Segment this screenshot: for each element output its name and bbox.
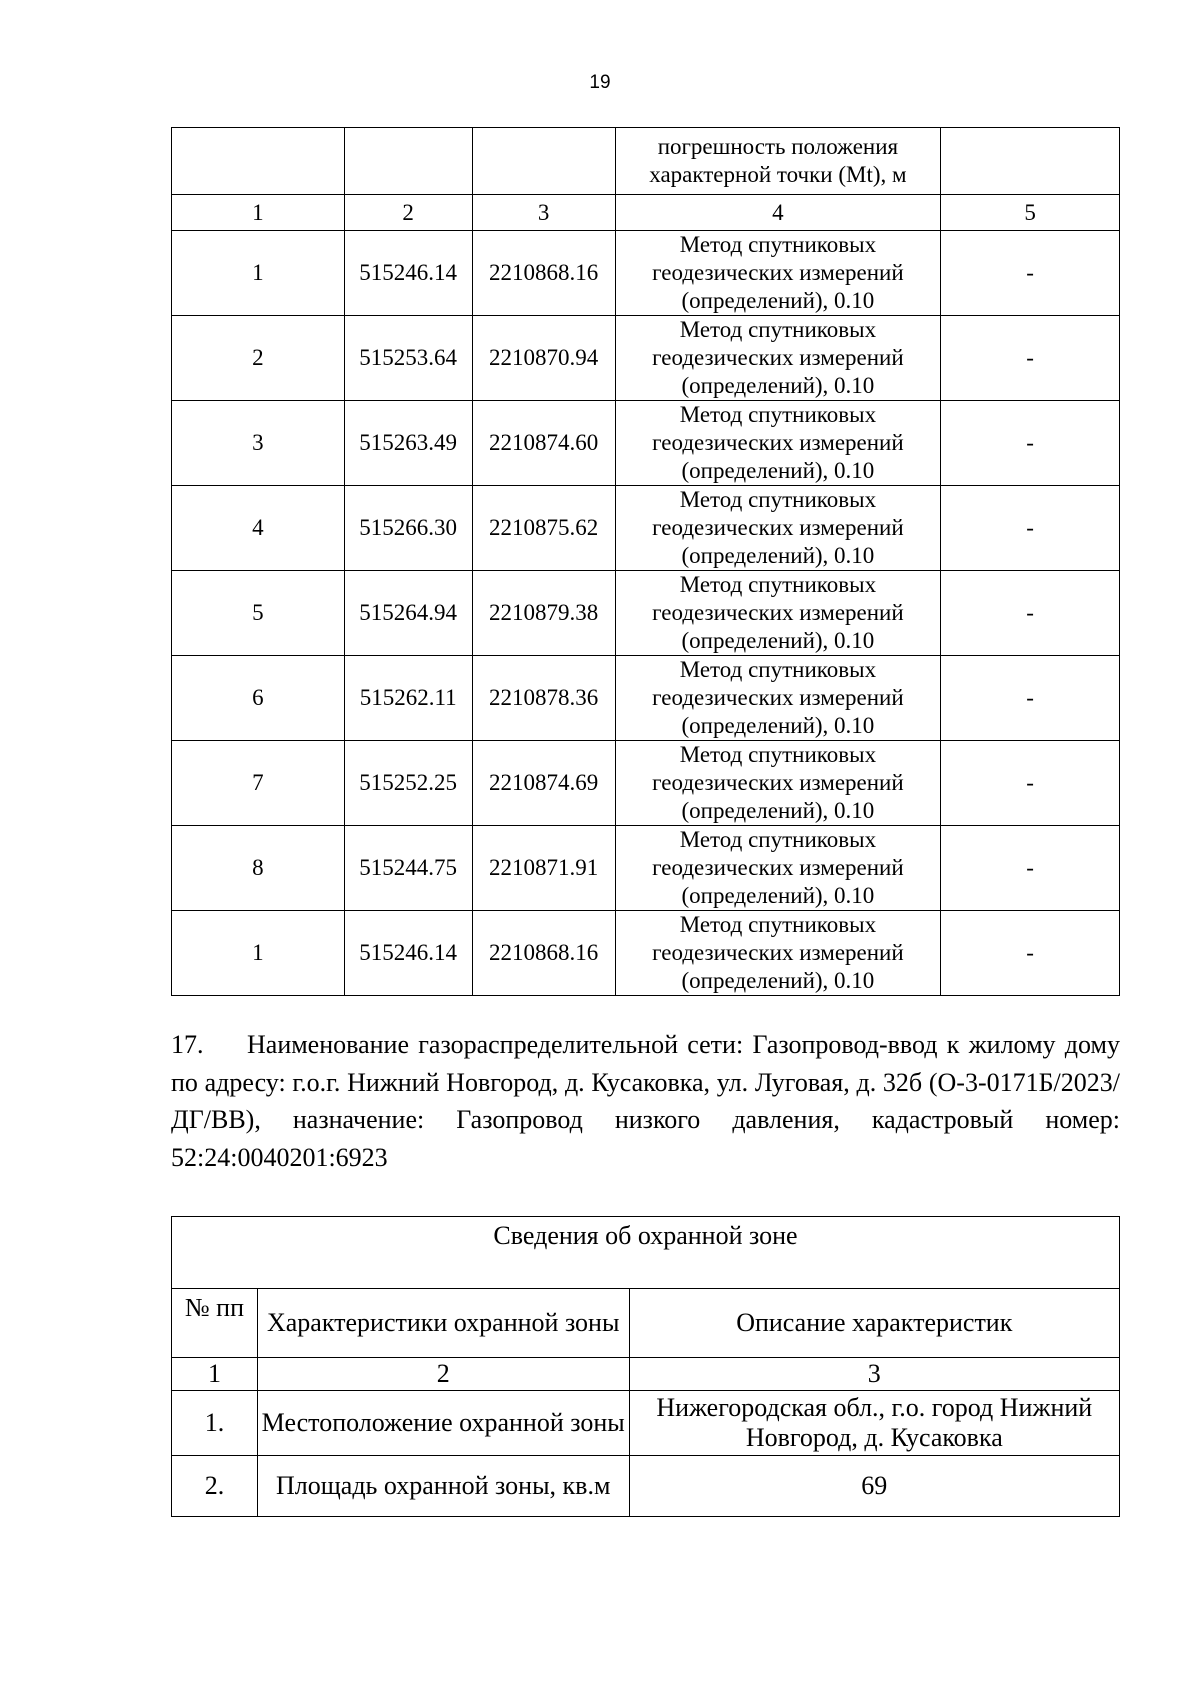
y-coordinate-cell: 2210875.62: [472, 486, 615, 571]
point-number-cell: 8: [172, 826, 345, 911]
y-coordinate-cell: 2210879.38: [472, 571, 615, 656]
page-number: 19: [589, 72, 611, 93]
header-cell-empty: [172, 128, 345, 195]
table-row: [172, 316, 1120, 401]
x-coordinate-cell: 515264.94: [344, 571, 472, 656]
coordinates-table: [171, 127, 1120, 996]
zone-header-characteristic: Характеристики охранной зоны: [257, 1289, 629, 1358]
zone-row-description: 69: [629, 1456, 1119, 1517]
column-number: 4: [615, 195, 941, 231]
protection-zone-table: [171, 1216, 1120, 1517]
table-row: [172, 826, 1120, 911]
header-cell-accuracy: погрешность положения характерной точки (Mt), м: [615, 128, 941, 195]
point-number-cell: 6: [172, 656, 345, 741]
point-number-cell: 2: [172, 316, 345, 401]
header-cell-empty: [472, 128, 615, 195]
column-number-row: [172, 195, 1120, 231]
note-cell: -: [941, 911, 1120, 996]
point-number-cell: 1: [172, 231, 345, 316]
column-number: 5: [941, 195, 1120, 231]
method-cell: Метод спутниковых геодезических измерений (определений), 0.10: [615, 316, 941, 401]
point-number-cell: 5: [172, 571, 345, 656]
column-number: 1: [172, 1358, 258, 1391]
note-cell: -: [941, 401, 1120, 486]
method-cell: Метод спутниковых геодезических измерений (определений), 0.10: [615, 656, 941, 741]
x-coordinate-cell: 515263.49: [344, 401, 472, 486]
note-cell: -: [941, 826, 1120, 911]
table-row: [172, 231, 1120, 316]
note-cell: -: [941, 486, 1120, 571]
zone-header-number: № пп: [172, 1289, 258, 1358]
zone-row-number: 2.: [172, 1456, 258, 1517]
point-number-cell: 4: [172, 486, 345, 571]
column-number: 1: [172, 195, 345, 231]
method-cell: Метод спутниковых геодезических измерений (определений), 0.10: [615, 231, 941, 316]
y-coordinate-cell: 2210870.94: [472, 316, 615, 401]
zone-header-row: [172, 1289, 1120, 1358]
column-number: 3: [629, 1358, 1119, 1391]
y-coordinate-cell: 2210868.16: [472, 231, 615, 316]
method-cell: Метод спутниковых геодезических измерений (определений), 0.10: [615, 571, 941, 656]
table-row: [172, 911, 1120, 996]
x-coordinate-cell: 515246.14: [344, 911, 472, 996]
header-cell-empty: [941, 128, 1120, 195]
table-header-row: [172, 128, 1120, 195]
header-cell-empty: [344, 128, 472, 195]
x-coordinate-cell: 515253.64: [344, 316, 472, 401]
note-cell: -: [941, 571, 1120, 656]
zone-row: [172, 1391, 1120, 1456]
table-row: [172, 401, 1120, 486]
y-coordinate-cell: 2210874.60: [472, 401, 615, 486]
section-text: Наименование газораспределительной сети: Газопровод-ввод к жилому дому по адресу: г.о.г. Нижний Новгород, д. Кусаковка, ул. Луговая, д. 32б (О-3-0171Б/2023/ДГ/ВВ), назначение: Газопровод низкого давления, кадастровый номер: 52:24:0040201:6923: [171, 1030, 1120, 1172]
table-row: [172, 741, 1120, 826]
table-row: [172, 571, 1120, 656]
zone-row-number: 1.: [172, 1391, 258, 1456]
x-coordinate-cell: 515246.14: [344, 231, 472, 316]
section-paragraph: [171, 1026, 1120, 1176]
table-row: [172, 656, 1120, 741]
note-cell: -: [941, 741, 1120, 826]
note-cell: -: [941, 316, 1120, 401]
zone-column-number-row: [172, 1358, 1120, 1391]
point-number-cell: 1: [172, 911, 345, 996]
x-coordinate-cell: 515266.30: [344, 486, 472, 571]
table-row: [172, 486, 1120, 571]
point-number-cell: 3: [172, 401, 345, 486]
y-coordinate-cell: 2210871.91: [472, 826, 615, 911]
note-cell: -: [941, 231, 1120, 316]
zone-row-description: Нижегородская обл., г.о. город Нижний Новгород, д. Кусаковка: [629, 1391, 1119, 1456]
y-coordinate-cell: 2210868.16: [472, 911, 615, 996]
section-number: 17.: [171, 1030, 204, 1059]
zone-table-title: Сведения об охранной зоне: [172, 1217, 1120, 1289]
x-coordinate-cell: 515244.75: [344, 826, 472, 911]
x-coordinate-cell: 515262.11: [344, 656, 472, 741]
zone-header-description: Описание характеристик: [629, 1289, 1119, 1358]
note-cell: -: [941, 656, 1120, 741]
y-coordinate-cell: 2210874.69: [472, 741, 615, 826]
method-cell: Метод спутниковых геодезических измерений (определений), 0.10: [615, 911, 941, 996]
x-coordinate-cell: 515252.25: [344, 741, 472, 826]
method-cell: Метод спутниковых геодезических измерений (определений), 0.10: [615, 741, 941, 826]
column-number: 3: [472, 195, 615, 231]
point-number-cell: 7: [172, 741, 345, 826]
zone-row: [172, 1456, 1120, 1517]
zone-row-characteristic: Площадь охранной зоны, кв.м: [257, 1456, 629, 1517]
method-cell: Метод спутниковых геодезических измерений (определений), 0.10: [615, 826, 941, 911]
column-number: 2: [257, 1358, 629, 1391]
method-cell: Метод спутниковых геодезических измерений (определений), 0.10: [615, 486, 941, 571]
zone-row-characteristic: Местоположение охранной зоны: [257, 1391, 629, 1456]
column-number: 2: [344, 195, 472, 231]
y-coordinate-cell: 2210878.36: [472, 656, 615, 741]
method-cell: Метод спутниковых геодезических измерений (определений), 0.10: [615, 401, 941, 486]
